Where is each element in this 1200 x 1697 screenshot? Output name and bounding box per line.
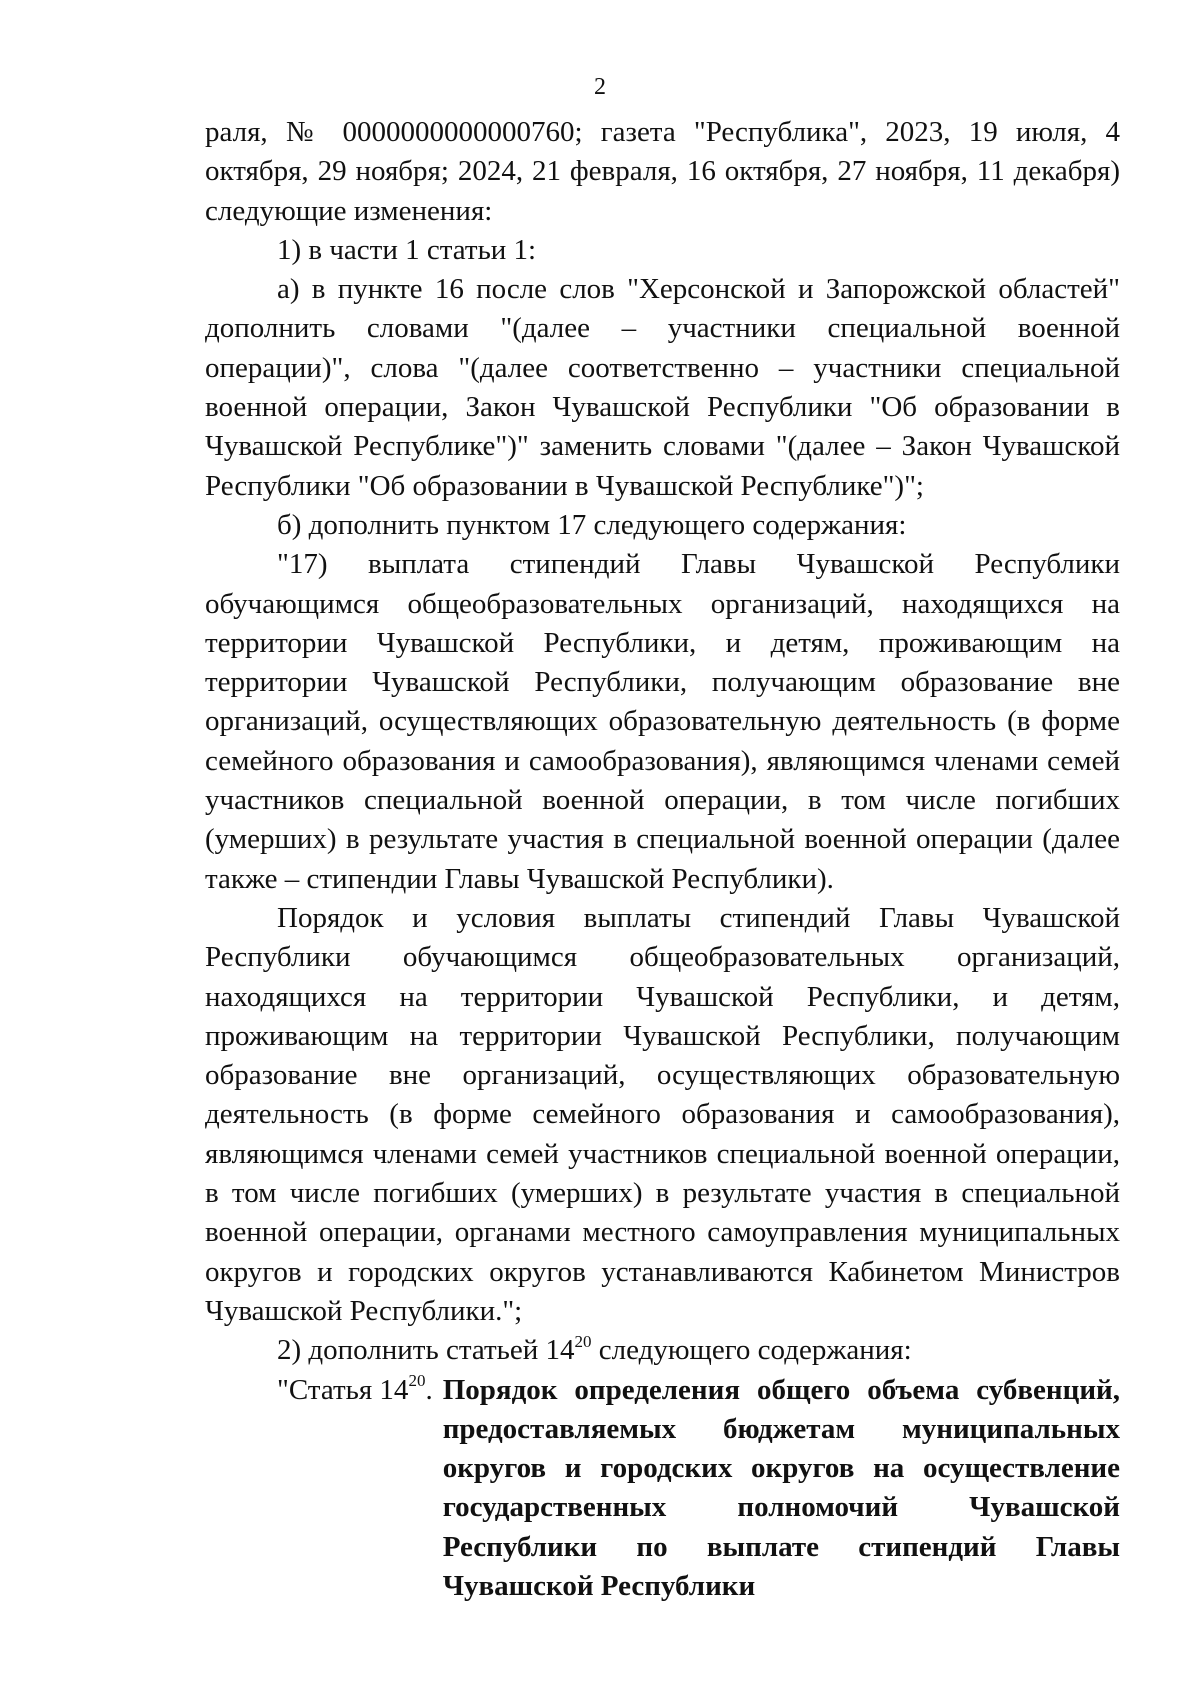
article-label-superscript: 20 — [408, 1370, 426, 1390]
page-number: 2 — [594, 74, 606, 100]
item-2-superscript: 20 — [574, 1331, 592, 1351]
document-body — [205, 113, 1120, 1606]
paragraph-procedure: Порядок и условия выплаты стипендий Главы Чувашской Республики обучающимся общеобразовательных организаций, находящихся на территории Чувашской Республики, и детям, проживающим на территории Чувашской Республики, получающим образование вне организаций, осуществляющих образовательную деятельность (в форме семейного образования и самообразования), являющимся членами семей участников специальной военной операции, в том числе погибших (умерших) в результате участия в специальной военной операции, органами местного самоуправления муниципальных округов и городских округов устанавливаются Кабинетом Министров Чувашской Республики."; — [205, 901, 1120, 1327]
paragraph-subitem-b: б) дополнить пунктом 17 следующего содержания: — [277, 508, 907, 541]
article-heading — [277, 1371, 1120, 1607]
article-label — [277, 1371, 443, 1607]
article-label-suffix: . — [425, 1373, 433, 1406]
article-label-prefix: "Статья 14 — [277, 1373, 409, 1406]
paragraph-point-17: "17) выплата стипендий Главы Чувашской Республики обучающимся общеобразовательных организаций, находящихся на территории Чувашской Республики, и детям, проживающим на территории Чувашской Республики, получающим образование вне организаций, осуществляющих образовательную деятельность (в форме семейного образования и самообразования), являющимся членами семей участников специальной военной операции, в том числе погибших (умерших) в результате участия в специальной военной операции (далее также – стипендии Главы Чувашской Республики). — [205, 548, 1120, 895]
item-2-prefix: 2) дополнить статьей 14 — [277, 1334, 575, 1367]
paragraph-continuation: раля, № 0000000000000760; газета "Республика", 2023, 19 июля, 4 октября, 29 ноября; 2024, 21 февраля, 16 октября, 27 ноября, 11 декабря) следующие изменения: — [205, 116, 1120, 227]
article-title: Порядок определения общего объема субвенций, предоставляемых бюджетам муниципальных округов и городских округов на осуществление государственных полномочий Чувашской Республики по выплате стипендий Главы Чувашской Республики — [442, 1373, 1120, 1602]
paragraph-item-1: 1) в части 1 статьи 1: — [277, 233, 537, 266]
paragraph-subitem-a: а) в пункте 16 после слов "Херсонской и Запорожской областей" дополнить словами "(далее – участники специальной военной операции)", слова "(далее соответственно – участники специальной военной операции, Закон Чувашской Республики "Об образовании в Чувашской Республике")" заменить словами "(далее – Закон Чувашской Республики "Об образовании в Чувашской Республике")"; — [205, 273, 1120, 502]
paragraph-item-2 — [205, 1331, 1120, 1370]
item-2-suffix: следующего содержания: — [591, 1334, 912, 1367]
